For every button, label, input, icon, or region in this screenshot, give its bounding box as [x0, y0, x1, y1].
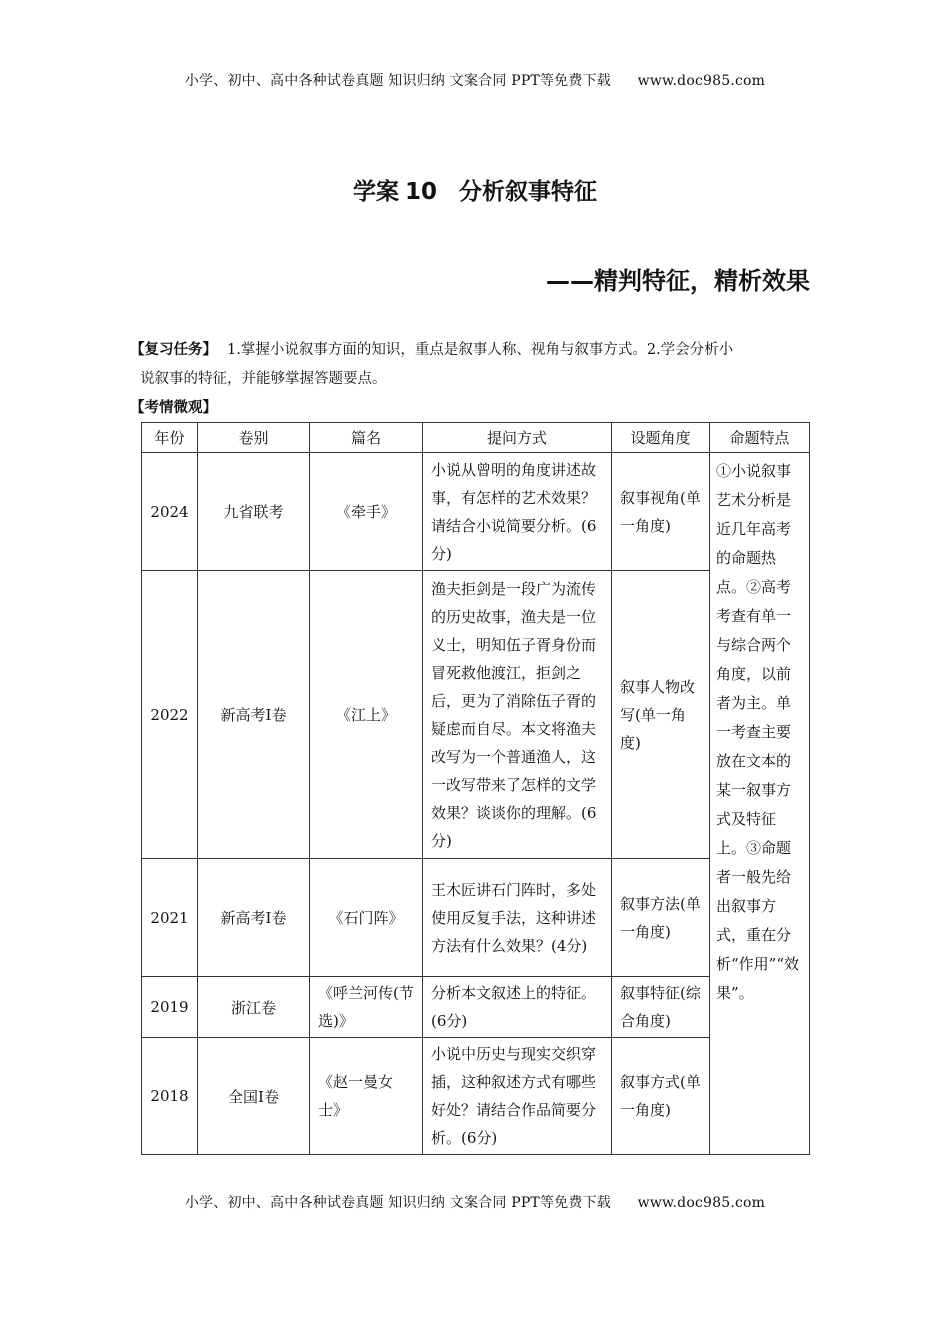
review-task [130, 336, 820, 394]
header-paper: 卷别 [198, 423, 310, 453]
angle-text: 叙事人物改写(单一角度) [620, 677, 696, 752]
question-text: 小说从曾明的角度讲述故事，有怎样的艺术效果？请结合小说简要分析。(6分) [431, 460, 597, 563]
cell-features [710, 453, 810, 1155]
header-angle: 设题角度 [612, 423, 710, 453]
features-text: ①小说叙事艺术分析是近几年高考的命题热点。②高考考查有单一与综合两个角度，以前者为主。单一考查主要放在文本的某一叙事方式及特征上。③命题者一般先给出叙事方式，重在分析“作用”“效果”。 [716, 462, 800, 1002]
cell-year: 2019 [142, 977, 198, 1038]
cell-angle [612, 453, 710, 571]
table-row [142, 859, 810, 977]
question-text: 王木匠讲石门阵时，多处使用反复手法，这种讲述方法有什么效果？(4分) [431, 880, 597, 955]
cell-question [423, 977, 612, 1038]
cell-paper: 新高考Ⅰ卷 [198, 859, 310, 977]
cell-paper: 九省联考 [198, 453, 310, 571]
cell-paper: 全国Ⅰ卷 [198, 1038, 310, 1155]
cell-question [423, 859, 612, 977]
cell-year: 2021 [142, 859, 198, 977]
footer-url[interactable]: www.doc985.com [637, 1195, 766, 1211]
question-text: 渔夫拒剑是一段广为流传的历史故事，渔夫是一位义士，明知伍子胥身份而冒死救他渡江，拒剑之后，更为了消除伍子胥的疑虑而自尽。本文将渔夫改写为一个普通渔人，这一改写带来了怎样的文学效果？谈谈你的理解。(6分) [431, 579, 597, 850]
angle-text: 叙事方式(单一角度) [620, 1073, 701, 1119]
footer-text: 小学、初中、高中各种试卷真题 知识归纳 文案合同 PPT等免费下载 [184, 1195, 611, 1211]
title-main: 分析叙事特征 [459, 179, 597, 205]
page-title [0, 173, 950, 206]
page-subtitle: ——精判特征，精析效果 [546, 267, 810, 295]
angle-text: 叙事方法(单一角度) [620, 894, 701, 941]
cell-year: 2024 [142, 453, 198, 571]
exam-label: 【考情微观】 [130, 400, 217, 416]
question-text: 分析本文叙述上的特征。(6分) [431, 984, 597, 1030]
title-number: 10 [404, 179, 437, 205]
table-row [142, 453, 810, 571]
title-text: 《赵一曼女士》 [318, 1073, 394, 1119]
cell-angle [612, 571, 710, 859]
cell-angle [612, 859, 710, 977]
exam-table [141, 422, 810, 1155]
cell-question [423, 1038, 612, 1155]
question-text: 小说中历史与现实交织穿插，这种叙述方式有哪些好处？请结合作品简要分析。(6分) [431, 1045, 597, 1147]
header-url[interactable]: www.doc985.com [637, 73, 766, 89]
cell-year: 2022 [142, 571, 198, 859]
table-row [142, 977, 810, 1038]
table-header-row [142, 423, 810, 453]
header-text: 小学、初中、高中各种试卷真题 知识归纳 文案合同 PPT等免费下载 [184, 73, 611, 89]
cell-angle [612, 977, 710, 1038]
title-prefix: 学案 [352, 179, 399, 205]
angle-text: 叙事视角(单一角度) [620, 488, 701, 535]
cell-paper: 新高考Ⅰ卷 [198, 571, 310, 859]
page-header [0, 70, 950, 90]
review-task-label: 【复习任务】 [130, 342, 217, 358]
cell-title: 《牵手》 [310, 453, 423, 571]
header-title: 篇名 [310, 423, 423, 453]
cell-question [423, 453, 612, 571]
review-task-line2: 说叙事的特征，并能够掌握答题要点。 [140, 371, 387, 387]
cell-title [310, 1038, 423, 1155]
cell-paper: 浙江卷 [198, 977, 310, 1038]
header-features: 命题特点 [710, 423, 810, 453]
cell-title: 《江上》 [310, 571, 423, 859]
header-year: 年份 [142, 423, 198, 453]
angle-text: 叙事特征(综合角度) [620, 984, 701, 1030]
table-row [142, 1038, 810, 1155]
title-text: 《呼兰河传(节选)》 [318, 984, 414, 1030]
cell-year: 2018 [142, 1038, 198, 1155]
cell-title: 《石门阵》 [310, 859, 423, 977]
review-task-line1: 1.掌握小说叙事方面的知识，重点是叙事人称、视角与叙事方式。2.学会分析小 [227, 342, 734, 358]
cell-question [423, 571, 612, 859]
cell-angle [612, 1038, 710, 1155]
page-footer [0, 1192, 950, 1212]
cell-title [310, 977, 423, 1038]
table-row [142, 571, 810, 859]
header-question: 提问方式 [423, 423, 612, 453]
